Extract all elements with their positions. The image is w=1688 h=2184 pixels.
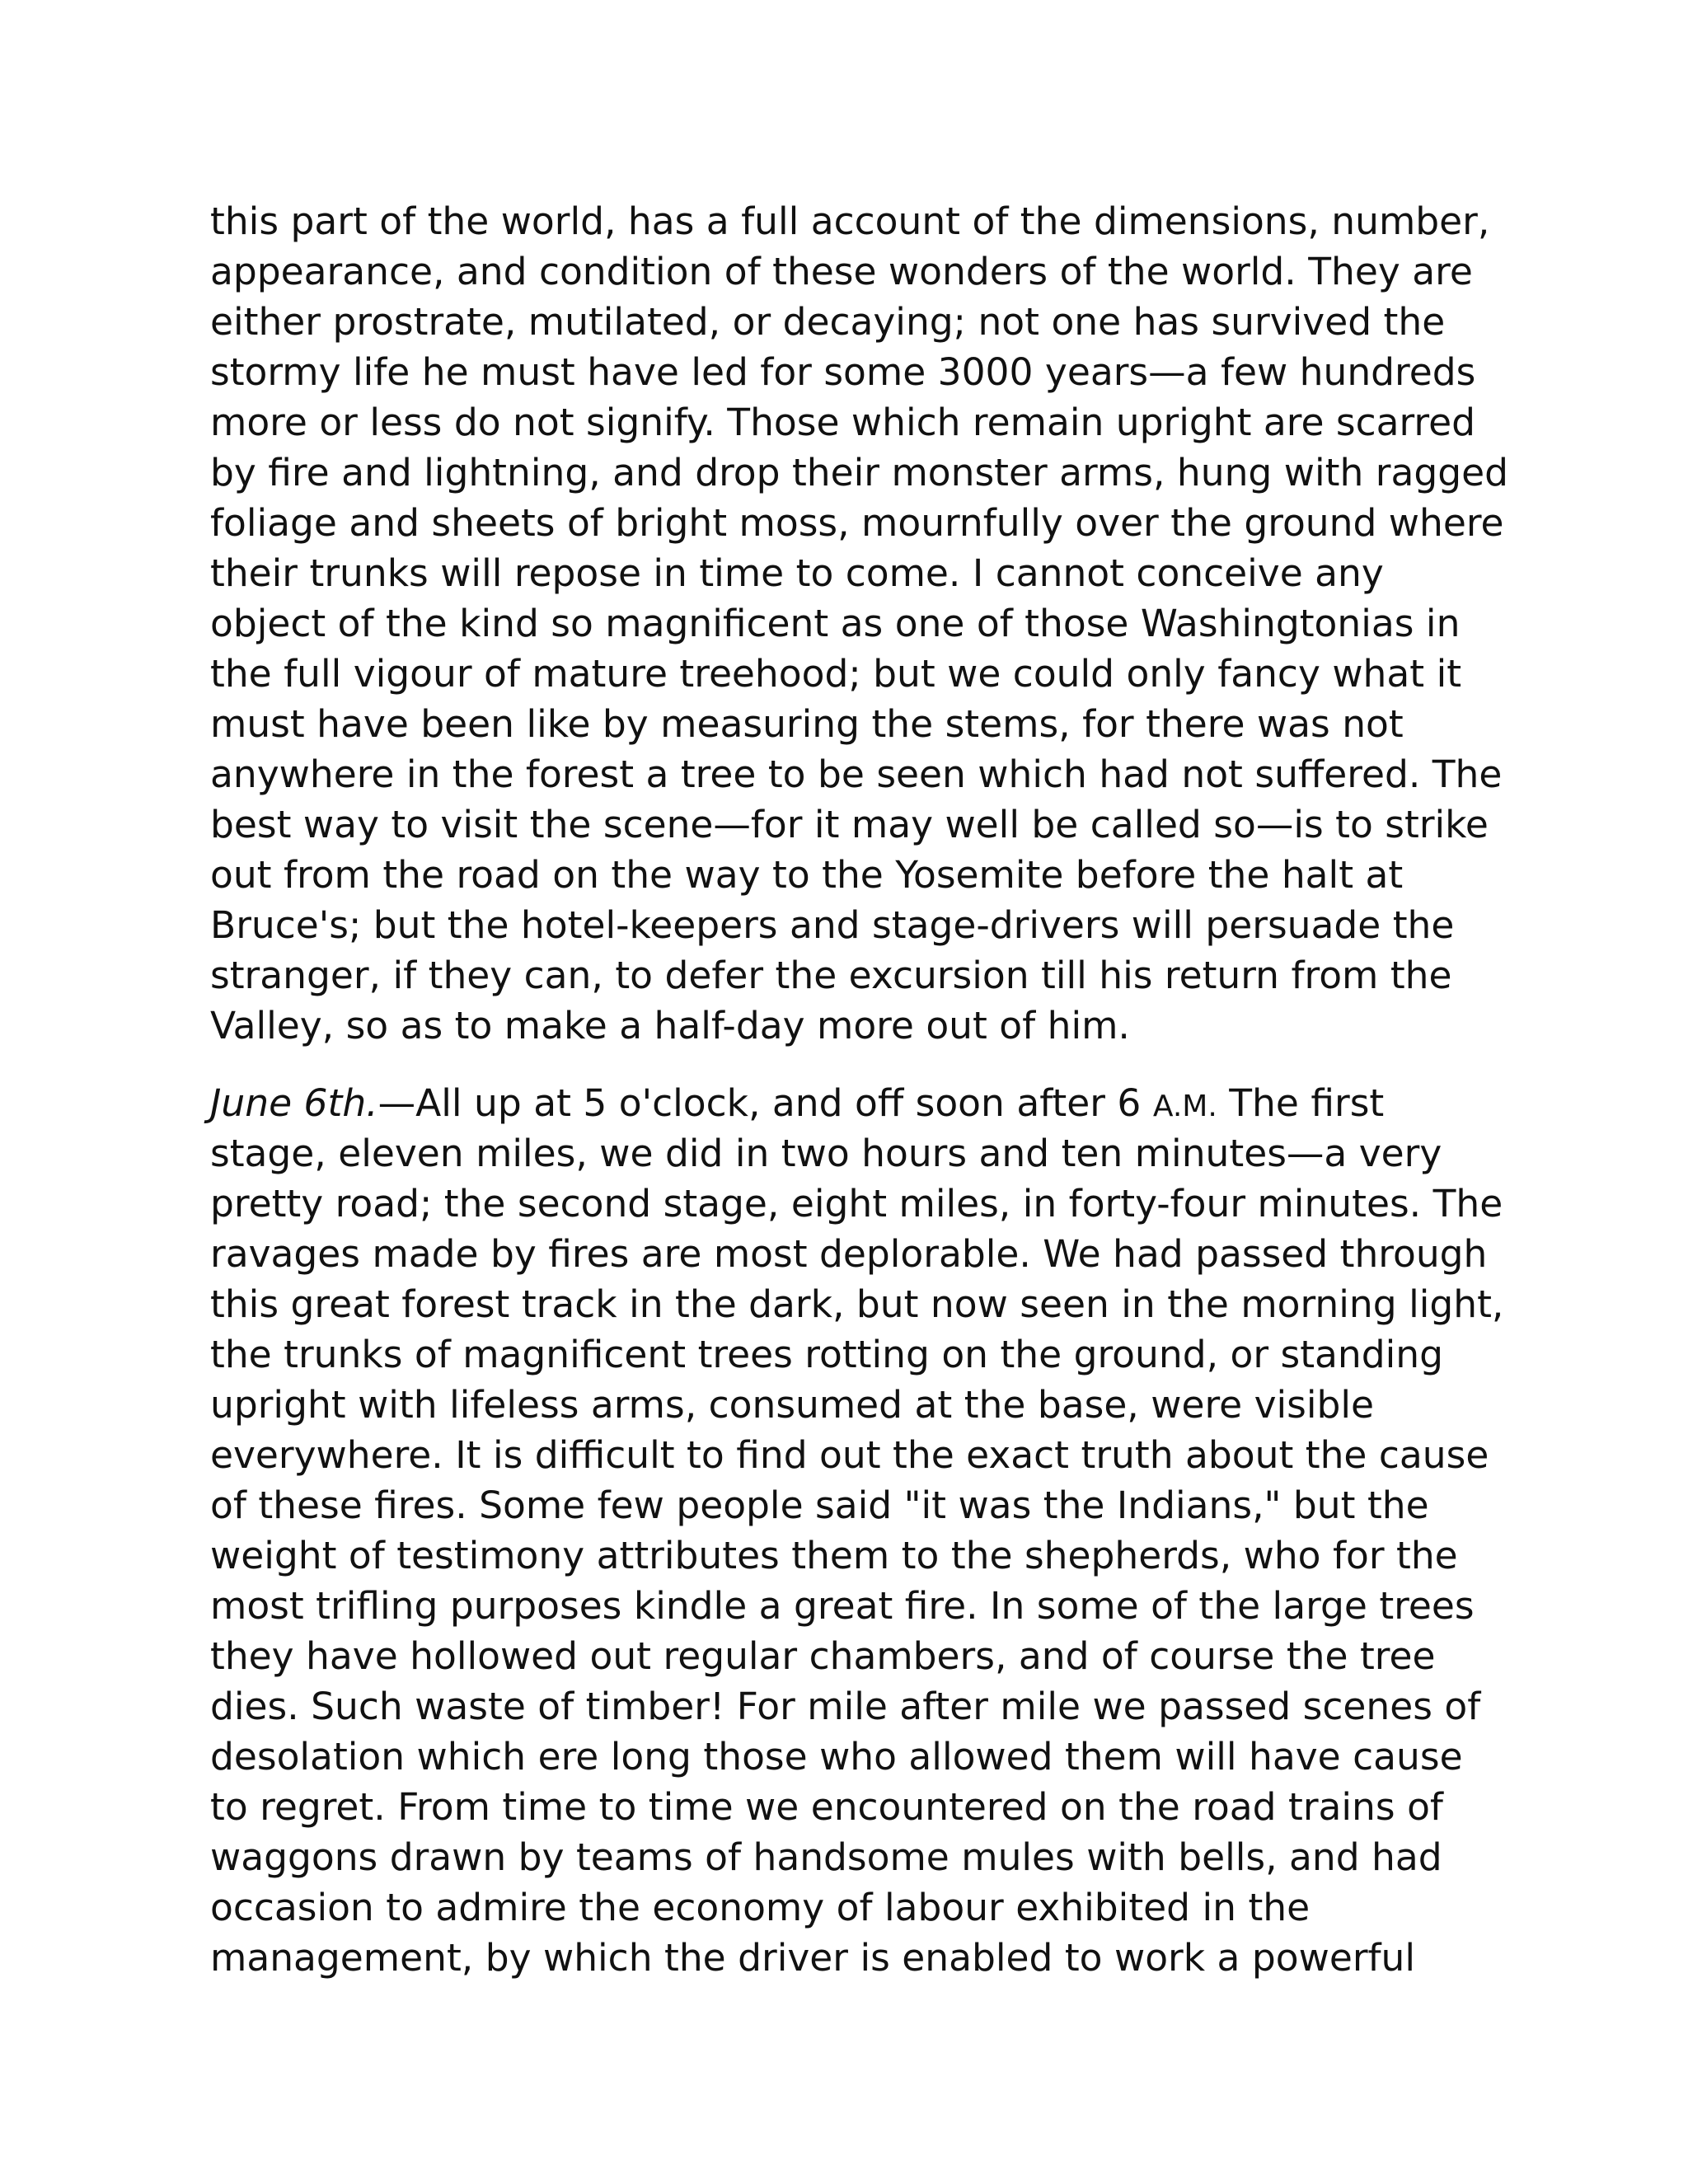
text-line: must have been like by measuring the stems, for there was not — [210, 702, 1404, 746]
paragraph-spacer — [210, 1051, 1496, 1078]
text-line: either prostrate, mutilated, or decaying; not one has survived the — [210, 300, 1446, 344]
text-line: ravages made by fires are most deplorable. We had passed through — [210, 1232, 1488, 1276]
text-segment: —All up at 5 o'clock, and off soon after 6 — [377, 1081, 1153, 1125]
text-line: occasion to admire the economy of labour exhibited in the — [210, 1886, 1311, 1929]
text-line: their trunks will repose in time to come. I cannot conceive any — [210, 551, 1384, 595]
text-line-first — [210, 1078, 1496, 1128]
text-line: waggons drawn by teams of handsome mules with bells, and had — [210, 1835, 1442, 1879]
text-line: of these fires. Some few people said "it was the Indians," but the — [210, 1483, 1429, 1527]
text-line: pretty road; the second stage, eight miles, in forty-four minutes. The — [210, 1182, 1503, 1226]
text-line: appearance, and condition of these wonders of the world. They are — [210, 250, 1473, 293]
text-line: by fire and lightning, and drop their monster arms, hung with ragged — [210, 451, 1508, 494]
text-line: foliage and sheets of bright moss, mournfully over the ground where — [210, 501, 1504, 545]
text-line: more or less do not signify. Those which remain upright are scarred — [210, 401, 1476, 444]
text-line: everywhere. It is difficult to find out the exact truth about the cause — [210, 1433, 1489, 1477]
text-line: management, by which the driver is enabled to work a powerful — [210, 1936, 1416, 1980]
text-line: desolation which ere long those who allowed them will have cause — [210, 1735, 1463, 1779]
text-line: Valley, so as to make a half-day more out of him. — [210, 1004, 1130, 1047]
text-line: best way to visit the scene—for it may well be called so—is to strike — [210, 803, 1489, 846]
text-line: anywhere in the forest a tree to be seen which had not suffered. The — [210, 752, 1503, 796]
book-page — [210, 196, 1508, 1983]
text-line: the trunks of magnificent trees rotting on the ground, or standing — [210, 1333, 1444, 1376]
text-line: dies. Such waste of timber! For mile after mile we passed scenes of — [210, 1685, 1481, 1728]
text-line: stranger, if they can, to defer the excursion till his return from the — [210, 954, 1452, 997]
text-line: stage, eleven miles, we did in two hours and ten minutes—a very — [210, 1132, 1442, 1175]
paragraph-1 — [210, 196, 1508, 1051]
text-line: object of the kind so magnificent as one of those Washingtonias in — [210, 602, 1461, 645]
text-line: this part of the world, has a full account of the dimensions, number, — [210, 199, 1490, 243]
paragraph-2 — [210, 1078, 1504, 1983]
time-abbreviation: A.M. — [1152, 1090, 1217, 1123]
text-segment: The first — [1217, 1081, 1385, 1125]
text-line: out from the road on the way to the Yosemite before the halt at — [210, 853, 1404, 897]
text-line: to regret. From time to time we encountered on the road trains of — [210, 1785, 1443, 1829]
text-line: Bruce's; but the hotel-keepers and stage-drivers will persuade the — [210, 903, 1455, 947]
text-line: this great forest track in the dark, but now seen in the morning light, — [210, 1282, 1504, 1326]
text-line: stormy life he must have led for some 3000 years—a few hundreds — [210, 350, 1476, 394]
text-line: upright with lifeless arms, consumed at the base, were visible — [210, 1383, 1375, 1427]
journal-date: June 6th. — [210, 1081, 378, 1125]
text-line: the full vigour of mature treehood; but we could only fancy what it — [210, 652, 1462, 696]
text-line: they have hollowed out regular chambers, and of course the tree — [210, 1634, 1436, 1678]
text-line: weight of testimony attributes them to the shepherds, who for the — [210, 1534, 1458, 1577]
text-line: most trifling purposes kindle a great fire. In some of the large trees — [210, 1584, 1475, 1628]
